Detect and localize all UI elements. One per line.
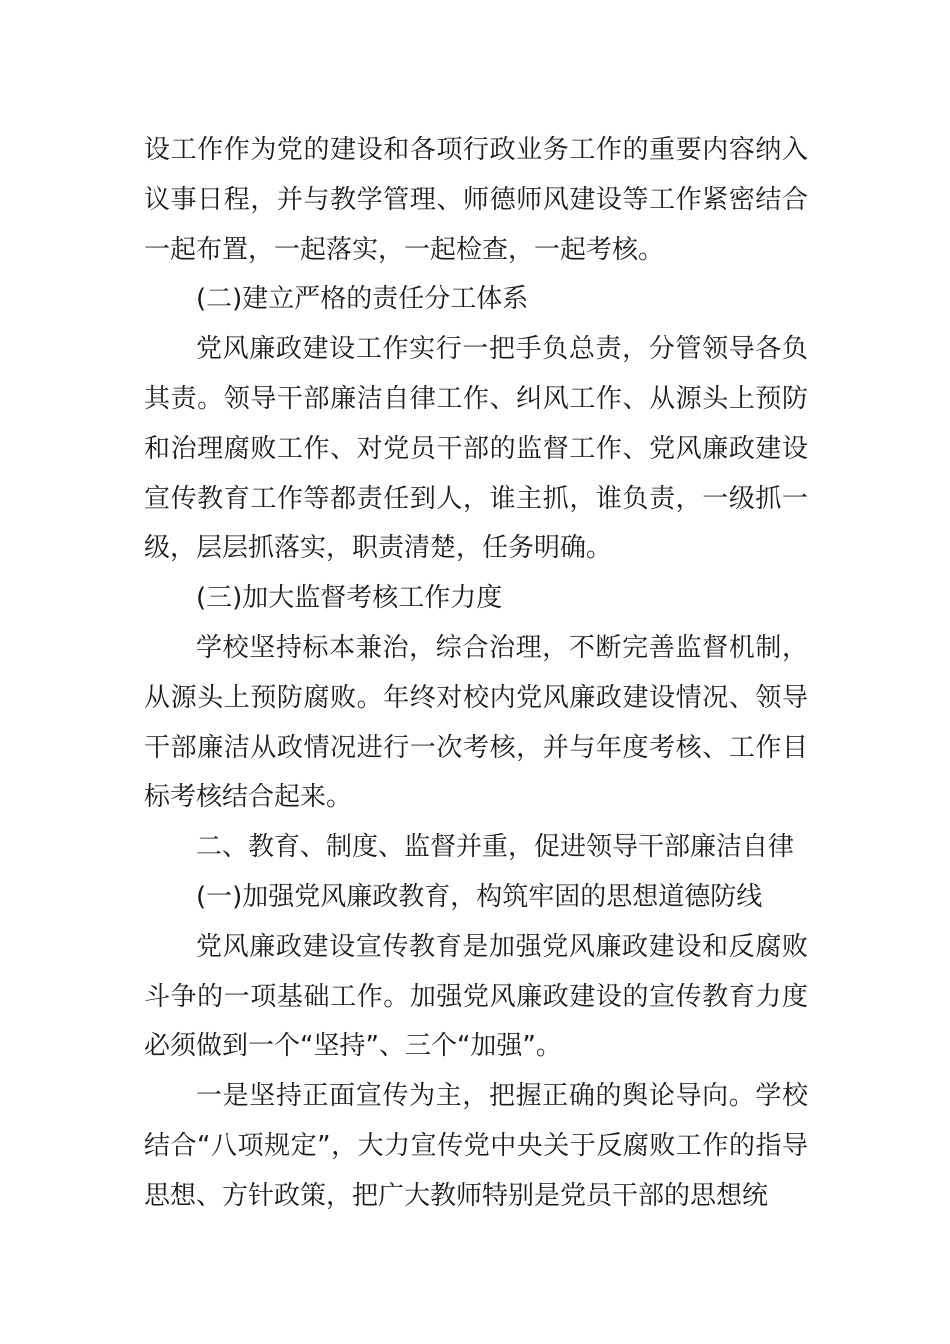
paragraph-continuation: 设工作作为党的建设和各项行政业务工作的重要内容纳入议事日程，并与教学管理、师德师风建设等工作紧密结合一起布置，一起落实，一起检查，一起考核。 [144,135,808,265]
paragraph-supervision: 学校坚持标本兼治，综合治理，不断完善监督机制，从源头上预防腐败。年终对校内党风廉政建设情况、领导干部廉洁从政情况进行一次考核，并与年度考核、工作目标考核结合起来。 [144,632,808,813]
section-heading-2: (二)建立严格的责任分工体系 [196,284,529,315]
paragraph-education: 党风廉政建设宣传教育是加强党风廉政建设和反腐败斗争的一项基础工作。加强党风廉政建设的宣传教育力度必须做到一个“坚持”、三个“加强”。 [144,931,808,1062]
paragraph-first-point: 一是坚持正面宣传为主，把握正确的舆论导向。学校结合“八项规定”，大力宣传党中央关于反腐败工作的指导思想、方针政策，把广大教师特别是党员干部的思想统 [144,1081,808,1211]
document-body [144,126,808,1222]
section-heading-3: (三)加大监督考核工作力度 [196,583,503,614]
section-heading-1: (一)加强党风廉政教育，构筑牢固的思想道德防线 [196,881,763,912]
paragraph-responsibility: 党风廉政建设工作实行一把手负总责，分管领导各负其责。领导干部廉洁自律工作、纠风工作、从源头上预防和治理腐败工作、对党员干部的监督工作、党风廉政建设宣传教育工作等都责任到人，谁主抓，谁负责，一级抓一级，层层抓落实，职责清楚，任务明确。 [144,334,808,564]
chapter-heading-2: 二、教育、制度、监督并重，促进领导干部廉洁自律 [196,832,795,863]
